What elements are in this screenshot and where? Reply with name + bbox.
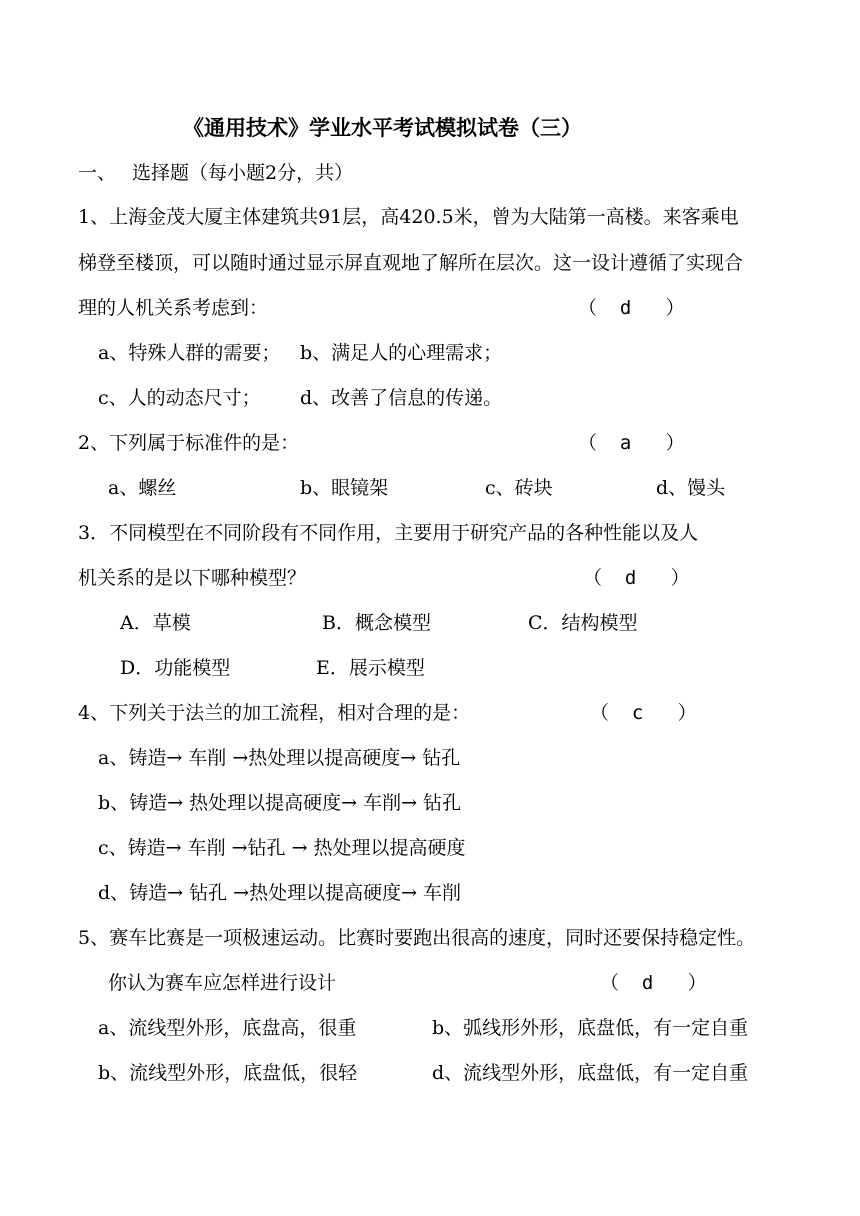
question-4-option-a: a、铸造→ 车削 →热处理以提高硬度→ 钻孔	[98, 747, 461, 769]
question-3-option-b: B．概念模型	[322, 612, 431, 634]
question-2-option-a: a、螺丝	[108, 477, 177, 499]
question-4-option-d: d、铸造→ 钻孔 →热处理以提高硬度→ 车削	[98, 882, 462, 904]
question-5-line-1: 5、赛车比赛是一项极速运动。比赛时要跑出很高的速度，同时还要保持稳定性。	[78, 927, 756, 949]
question-2-option-b: b、眼镜架	[300, 477, 389, 499]
question-1-option-d: d、改善了信息的传递。	[300, 387, 503, 409]
question-5-option-b: b、弧线形外形，底盘低，有一定自重	[432, 1017, 749, 1039]
question-5-option-a: a、流线型外形，底盘高，很重	[98, 1017, 357, 1039]
question-2-option-d: d、馒头	[656, 477, 726, 499]
question-3-option-a: A．草模	[120, 612, 191, 634]
question-1-option-b: b、满足人的心理需求；	[300, 342, 503, 364]
question-3-line-2: 机关系的是以下哪种模型？	[78, 567, 307, 589]
exam-title: 《通用技术》学业水平考试模拟试卷（三）	[183, 115, 582, 140]
question-5-option-d: d、流线型外形，底盘低，有一定自重	[432, 1062, 749, 1084]
question-5-option-c: b、流线型外形，底盘低，很轻	[98, 1062, 358, 1084]
question-3-line-1: 3．不同模型在不同阶段有不同作用，主要用于研究产品的各种性能以及人	[78, 522, 699, 544]
question-4-answer: （ c ）	[590, 702, 697, 724]
question-3-option-c: C．结构模型	[528, 612, 638, 634]
section-number: 一、	[78, 162, 117, 184]
question-1-line-3: 理的人机关系考虑到：	[78, 297, 269, 319]
question-2-line-1: 2、下列属于标准件的是：	[78, 432, 300, 454]
question-2-answer: （ a ）	[578, 432, 685, 454]
question-5-line-2: 你认为赛车应怎样进行设计	[108, 972, 337, 994]
question-1-option-c: c、人的动态尺寸；	[98, 387, 261, 409]
question-1-line-1: 1、上海金茂大厦主体建筑共91层，高420.5米，曾为大陆第一高楼。来客乘电	[78, 206, 739, 228]
question-1-line-2: 梯登至楼顶，可以随时通过显示屏直观地了解所在层次。这一设计遵循了实现合	[78, 252, 744, 274]
question-4-line-1: 4、下列关于法兰的加工流程，相对合理的是：	[78, 702, 471, 724]
question-3-answer: （ d ）	[583, 567, 690, 589]
question-3-option-e: E．展示模型	[316, 657, 425, 679]
question-4-option-c: c、铸造→ 车削 →钻孔 → 热处理以提高硬度	[98, 837, 466, 859]
question-3-option-d: D．功能模型	[120, 657, 231, 679]
question-5-answer: （ d ）	[600, 972, 707, 994]
question-2-option-c: c、砖块	[485, 477, 553, 499]
question-1-option-a: a、特殊人群的需要；	[98, 342, 281, 364]
question-1-answer: （ d ）	[578, 297, 685, 319]
section-heading: 选择题（每小题2分，共）	[132, 162, 354, 184]
question-4-option-b: b、铸造→ 热处理以提高硬度→ 车削→ 钻孔	[98, 792, 462, 814]
